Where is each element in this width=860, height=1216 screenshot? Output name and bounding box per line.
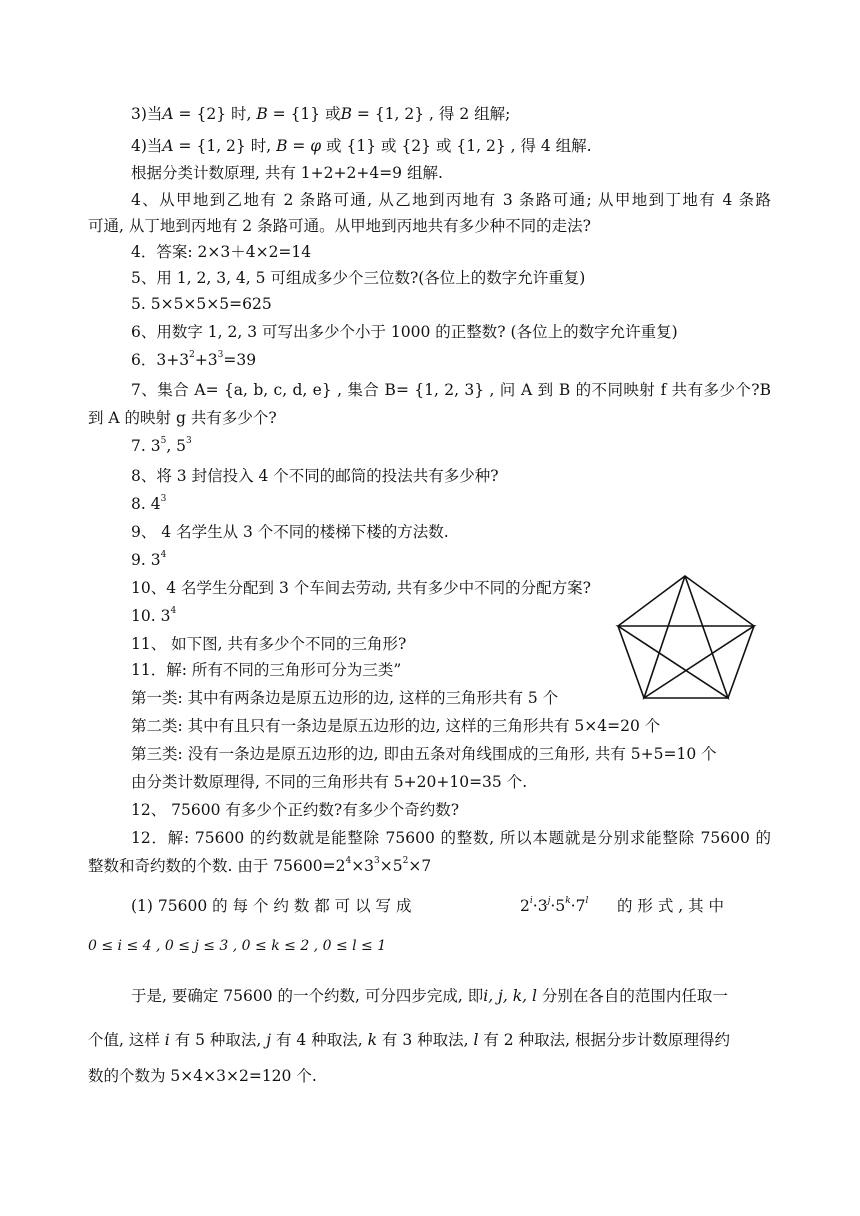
- solution-11-case-1: 第一类: 其中有两条边是原五边形的边, 这样的三角形共有 5 个: [131, 689, 559, 707]
- answer-8: 8. $4^3$: [131, 493, 167, 513]
- question-8: 8、将 3 封信投入 4 个不同的邮筒的投法共有多少种?: [131, 467, 499, 485]
- solution-11-case-2: 第二类: 其中有且只有一条边是原五边形的边, 这样的三角形共有 5×4=20 个: [131, 717, 661, 735]
- question-6: 6、用数字 1, 2, 3 可写出多少个小于 1000 的正整数? (各位上的数字允许重复): [131, 323, 678, 341]
- solution-12: 12．解: 75600 的约数就是能整除 75600 的整数, 所以本题就是分别求能整除 75600 的: [131, 829, 771, 847]
- answer-9: 9. $3^4$: [131, 549, 167, 569]
- question-4: 4、从甲地到乙地有 2 条路可通, 从乙地到丙地有 3 条路可通; 从甲地到丁地有 4 条路: [131, 191, 771, 209]
- solution-12-step-2-cont: 个值, 这样 i 有 5 种取法, j 有 4 种取法, k 有 3 种取法, l 有 2 种取法, 根据分步计数原理得约: [88, 1031, 730, 1049]
- solution-12-step-2: 于是, 要确定 75600 的一个约数, 可分四步完成, 即i, j, k, l 分别在各自的范围内任取一: [131, 987, 728, 1005]
- question-12: 12、 75600 有多少个正约数?有多少个奇约数?: [131, 801, 460, 819]
- answer-6: 6．$3+3^2+3^3=39$: [131, 349, 257, 369]
- text-line: 3)当A = {2} 时, B = {1} 或B = {1, 2} , 得 2 组解;: [131, 105, 511, 123]
- question-7-cont: 到 A 的映射 g 共有多少个?: [88, 409, 277, 427]
- solution-12-step-1: (1) 75600 的 每 个 约 数 都 可 以 写 成: [131, 897, 412, 915]
- question-4-cont: 可通, 从丁地到丙地有 2 条路可通。从甲地到丙地共有多少种不同的走法?: [88, 217, 591, 235]
- solution-12-step-1-end: 的 形 式 , 其 中: [617, 897, 725, 915]
- question-7: 7、集合 A= {a, b, c, d, e} , 集合 B= {1, 2, 3} , 问 A 到 B 的不同映射 f 共有多少个?B: [131, 381, 771, 399]
- pentagram-diagonals: [618, 576, 754, 698]
- answer-7: 7. $3^5$, $5^3$: [131, 435, 192, 455]
- index-ranges: 0 ≤ i ≤ 4 , 0 ≤ j ≤ 3 , 0 ≤ k ≤ 2 , 0 ≤ l ≤ 1: [88, 938, 387, 954]
- solution-11-case-3: 第三类: 没有一条边是原五边形的边, 即由五条对角线围成的三角形, 共有 5+5=10 个: [131, 745, 717, 763]
- answer-4: 4．答案: 2×3＋4×2=14: [131, 243, 312, 261]
- answer-5: 5. 5×5×5×5=625: [131, 295, 272, 313]
- solution-12-cont: 整数和奇约数的个数. 由于 $75600=2^4\times 3^3\times 5^2\times 7$: [88, 855, 432, 875]
- question-11: 11、 如下图, 共有多少个不同的三角形?: [131, 635, 407, 653]
- pentagon-outline: [618, 576, 754, 698]
- divisor-formula: $2^i\cdot 3^j\cdot 5^k\cdot 7^l$: [520, 895, 589, 915]
- solution-11: 11．解: 所有不同的三角形可分为三类”: [131, 661, 402, 679]
- question-10: 10、4 名学生分配到 3 个车间去劳动, 共有多少中不同的分配方案?: [131, 579, 591, 597]
- solution-12-result: 数的个数为 5×4×3×2=120 个.: [88, 1067, 317, 1085]
- question-9: 9、 4 名学生从 3 个不同的楼梯下楼的方法数.: [131, 523, 449, 541]
- text-line: 4)当A = {1, 2} 时, B = φ 或 {1} 或 {2} 或 {1, 2} , 得 4 组解.: [131, 137, 592, 155]
- solution-11-total: 由分类计数原理得, 不同的三角形共有 5+20+10=35 个.: [131, 773, 528, 791]
- pentagon-diagram: [612, 572, 762, 702]
- text-line: 根据分类计数原理, 共有 1+2+2+4=9 组解.: [131, 164, 443, 182]
- answer-10: 10. $3^4$: [131, 605, 177, 625]
- question-5: 5、用 1, 2, 3, 4, 5 可组成多少个三位数?(各位上的数字允许重复): [131, 269, 586, 287]
